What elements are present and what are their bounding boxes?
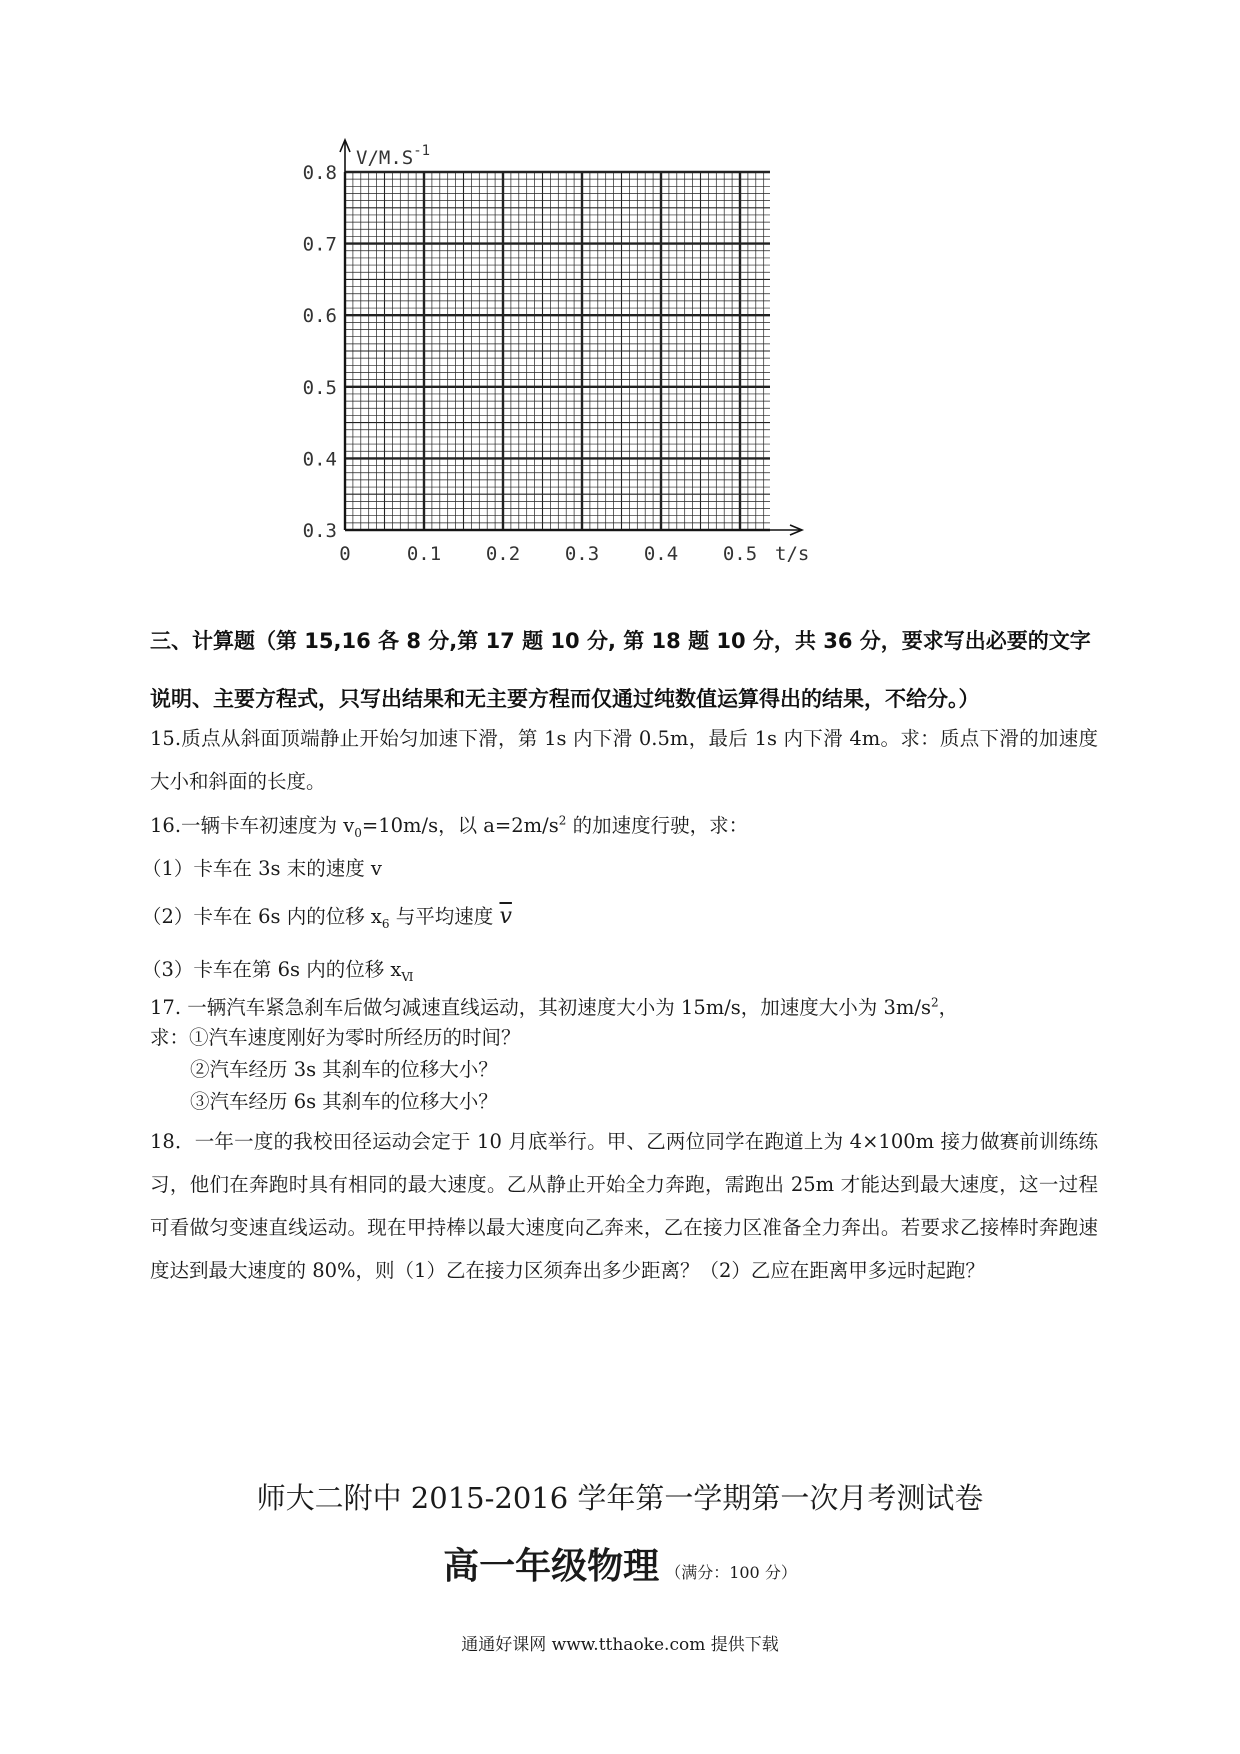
y-tick-labels [303, 162, 337, 542]
y-tick-label: 0.7 [302, 233, 337, 256]
average-velocity-symbol: $\overline{v}$ [499, 904, 512, 929]
y-tick-label: 0.5 [302, 376, 337, 399]
y-tick-label: 0.8 [302, 162, 337, 184]
y-tick-label: 0.6 [302, 305, 337, 328]
question-15: 15.质点从斜面顶端静止开始匀加速下滑，第 1s 内下滑 0.5m，最后 1s 内下滑 4m。求：质点下滑的加速度大小和斜面的长度。 [150, 727, 1098, 793]
question-17-line-1: 17. 一辆汽车紧急刹车后做匀减速直线运动，其初速度大小为 15m/s，加速度大小为 $3m/s^2$， [150, 995, 959, 1019]
x-tick-label: 0.2 [485, 543, 521, 565]
question-16-part-1: （1）卡车在 3s 末的速度 v [142, 857, 382, 880]
axes [340, 140, 802, 535]
x-axis-label: t/s [775, 543, 810, 565]
x-tick-label: 0.3 [564, 543, 600, 565]
question-16-part-3: （3）卡车在第 6s 内的位移 $x_Ⅵ$ [142, 958, 414, 984]
question-16-part-2: （2）卡车在 6s 内的位移 $x_6$ 与平均速度 $\overline{v}$ [142, 904, 512, 931]
subject-title-row [0, 1538, 1240, 1589]
footer-download-note: 通通好课网 www.tthaoke.com 提供下载 [461, 1635, 779, 1655]
x-tick-labels [339, 543, 757, 565]
question-16-intro: 16.一辆卡车初速度为 $v_0=10m/s$，以 $a=2m/s^2$ 的加速度行驶，求： [150, 813, 749, 840]
x-tick-label: 0.1 [406, 543, 442, 565]
velocity-time-grid [302, 140, 910, 640]
subject-title: 高一年级物理 [443, 1545, 660, 1587]
question-17-line-3: ②汽车经历 3s 其刹车的位移大小？ [190, 1058, 498, 1081]
question-17-line-4: ③汽车经历 6s 其刹车的位移大小？ [190, 1090, 498, 1113]
question-18: 18．一年一度的我校田径运动会定于 10 月底举行。甲、乙两位同学在跑道上为 4×100m 接力做赛前训练练习，他们在奔跑时具有相同的最大速度。乙从静止开始全力奔跑，需跑出 25m 才能达到最大速度，这一过程可看做匀变速直线运动。现在甲持棒以最大速度向乙奔来，乙在接力区准备全力奔出。若要求乙接棒时奔跑速度达到最大速度的 80%，则（1）乙在接力区须奔出多少距离？（2）乙应在距离甲多远时起跑？ [150, 1130, 1098, 1282]
minor-grid [345, 172, 770, 530]
y-axis-label: $V/M.S^{-1}$ [356, 143, 431, 169]
x-tick-label: 0.5 [722, 543, 758, 565]
x-tick-label: 0 [339, 543, 351, 565]
y-tick-label: 0.4 [302, 448, 337, 471]
full-score: （满分：100 分） [665, 1563, 797, 1582]
section-heading: 三、计算题（第 15,16 各 8 分,第 17 题 10 分, 第 18 题 10 分，共 36 分，要求写出必要的文字说明、主要方程式，只写出结果和无主要方程而仅通过纯数值运算得出的结果，不给分。） [150, 629, 1091, 711]
exam-title: 师大二附中 2015-2016 学年第一学期第一次月考测试卷 [256, 1481, 984, 1515]
y-tick-label: 0.3 [302, 520, 337, 542]
x-tick-label: 0.4 [643, 543, 679, 565]
question-17-line-2: 求：①汽车速度刚好为零时所经历的时间？ [150, 1026, 521, 1049]
